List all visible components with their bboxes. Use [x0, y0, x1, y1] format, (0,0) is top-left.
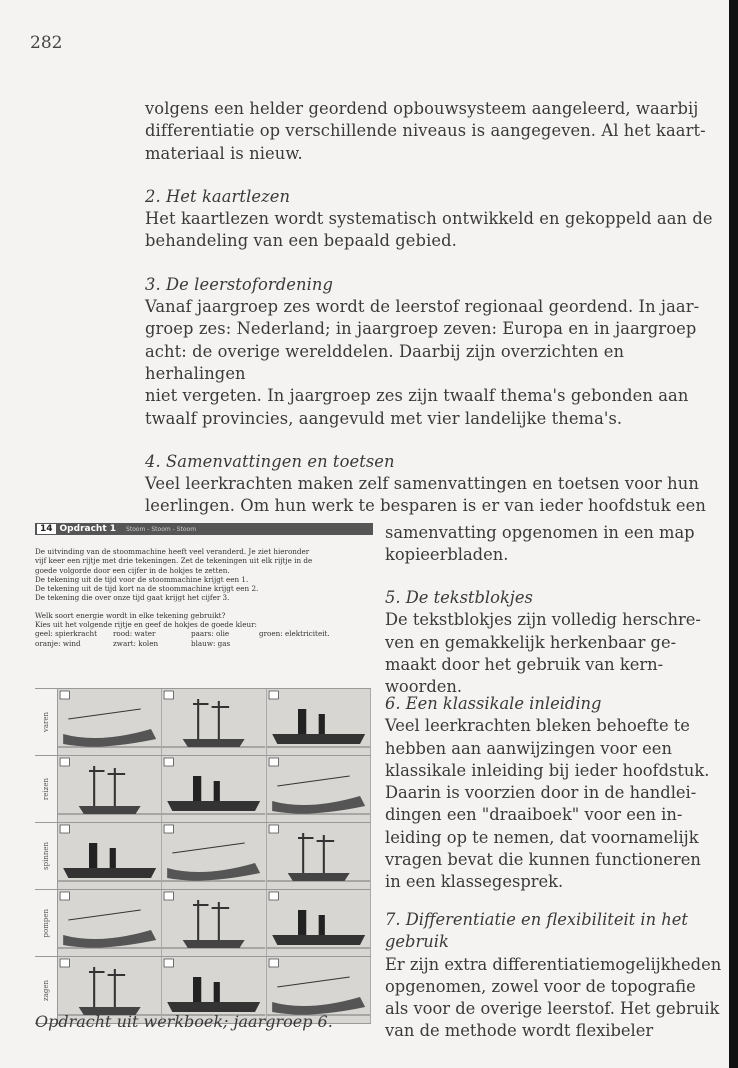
text-line: opgenomen, zowel voor de topografie	[385, 976, 696, 996]
text-line: behandeling van een bepaald gebied.	[145, 231, 457, 251]
drawing-row	[35, 822, 371, 889]
drawing-illustration	[58, 689, 161, 755]
intro-line: materiaal is nieuw.	[145, 143, 303, 163]
row-label-text: pompen	[42, 908, 50, 938]
text-line: Veel leerkrachten bleken behoefte te	[385, 716, 690, 736]
text-line: in een klassegesprek.	[385, 872, 564, 892]
drawing-illustration	[58, 823, 161, 889]
question-line: Welk soort energie wordt in elke tekening gebruikt?	[35, 610, 226, 620]
drawing-cell	[267, 823, 371, 889]
section-heading: 2. Het kaartlezen	[145, 186, 291, 206]
color-key: geel: spierkracht	[35, 629, 98, 639]
section-6	[385, 693, 727, 894]
color-key: blauw: gas	[191, 638, 231, 648]
exercise-box	[35, 523, 373, 648]
text-line: leiding op te nemen, dat voornamelijk	[385, 827, 699, 847]
drawing-illustration	[162, 890, 265, 956]
color-legend-row	[35, 629, 373, 638]
page-edge	[729, 0, 738, 1068]
text-line: vragen bevat die kunnen functioneren	[385, 850, 701, 870]
text-line: ven en gemakkelijk herkenbaar ge-	[385, 632, 677, 652]
color-key: rood: water	[113, 629, 156, 639]
row-label-text: spinnen	[42, 842, 50, 870]
exercise-subtitle: Stoom - Stoom - Stoom	[126, 525, 197, 533]
row-label	[35, 756, 58, 822]
figure-caption: Opdracht uit werkboek; jaargroep 6.	[35, 1012, 333, 1031]
row-label	[35, 823, 58, 889]
text-line: acht: de overige werelddelen. Daarbij zijn overzichten en herhalingen	[145, 341, 625, 383]
section-heading: 4. Samenvattingen en toetsen	[145, 451, 395, 471]
question-line: Kies uit het volgende rijtje en geef de hokjes de goede kleur:	[35, 620, 257, 630]
text-line: groep zes: Nederland; in jaargroep zeven: Europa en in jaargroep	[145, 319, 697, 339]
text-line: hebben aan aanwijzingen voor een	[385, 738, 672, 758]
drawing-row	[35, 889, 371, 956]
drawing-illustration	[58, 756, 161, 822]
section-heading: 6. Een klassikale inleiding	[385, 694, 602, 713]
exercise-instructions	[35, 547, 373, 648]
drawing-cell	[267, 756, 371, 822]
row-label-text: zagen	[42, 979, 50, 1001]
exercise-header	[35, 523, 373, 535]
text-line: als voor de overige leerstof. Het gebruik	[385, 999, 720, 1019]
drawing-cell	[267, 890, 371, 956]
color-key: paars: olie	[191, 629, 230, 639]
drawing-cell	[162, 756, 266, 822]
exercise-number: 14	[37, 524, 56, 534]
text-line: De tekstblokjes zijn volledig herschre-	[385, 610, 701, 630]
instruction-line: goede volgorde door een cijfer in de hokjes te zetten.	[35, 565, 230, 575]
drawing-illustration	[267, 823, 370, 889]
section-heading: 3. De leerstofordening	[145, 274, 334, 294]
text-line: kopieerbladen.	[385, 545, 509, 565]
intro-line: volgens een helder geordend opbouwsysteem aangeleerd, waarbij	[145, 99, 699, 118]
drawing-illustration	[162, 756, 265, 822]
color-key: oranje: wind	[35, 638, 81, 648]
section-heading: 5. De tekstblokjes	[385, 588, 533, 607]
drawing-cell	[162, 823, 266, 889]
text-line: woorden.	[385, 677, 463, 697]
text-line: van de methode wordt flexibeler	[385, 1021, 654, 1041]
drawing-illustration	[162, 823, 265, 889]
section-7	[385, 909, 727, 1043]
text-line: Vanaf jaargroep zes wordt de leerstof regionaal geordend. In jaar-	[145, 297, 700, 317]
drawing-cell	[58, 689, 162, 755]
row-label-text: varen	[42, 711, 50, 733]
section-heading: 7. Differentiatie en flexibiliteit in het	[385, 910, 688, 929]
instruction-line: De tekening uit de tijd voor de stoommachine krijgt een 1.	[35, 574, 249, 584]
drawing-illustration	[267, 756, 370, 822]
drawing-cell	[58, 890, 162, 956]
text-line: Veel leerkrachten maken zelf samenvattingen en toetsen voor hun	[145, 474, 699, 494]
intro-line: differentiatie op verschillende niveaus is aangegeven. Al het kaart-	[145, 121, 706, 141]
page-number: 282	[30, 33, 63, 53]
drawing-illustration	[58, 890, 161, 956]
text-line: twaalf provincies, aangevuld met vier landelijke thema's.	[145, 408, 623, 428]
right-column-s4	[385, 522, 727, 567]
instruction-line: vijf keer een rijtje met drie tekeningen. Zet de tekeningen uit elk rijtje in de	[35, 556, 313, 566]
section-5	[385, 587, 727, 698]
color-key: zwart: kolen	[113, 638, 159, 648]
drawing-illustration	[267, 890, 370, 956]
drawing-grid	[35, 688, 371, 1024]
drawing-cell	[267, 689, 371, 755]
drawing-illustration	[267, 689, 370, 755]
text-line: leerlingen. Om hun werk te besparen is er van ieder hoofdstuk een	[145, 496, 706, 516]
drawing-row	[35, 755, 371, 822]
drawing-cell	[58, 756, 162, 822]
drawing-cell	[162, 890, 266, 956]
drawing-illustration	[162, 689, 265, 755]
color-key: groen: elektriciteit.	[259, 629, 330, 639]
row-label	[35, 689, 58, 755]
section-heading: gebruik	[385, 932, 449, 952]
main-text	[145, 98, 725, 518]
text-line: Het kaartlezen wordt systematisch ontwikkeld en gekoppeld aan de	[145, 209, 713, 229]
drawing-row	[35, 688, 371, 755]
text-line: niet vergeten. In jaargroep zes zijn twaalf thema's gebonden aan	[145, 386, 689, 406]
color-legend-row	[35, 639, 373, 648]
text-line: dingen een "draaiboek" voor een in-	[385, 805, 683, 825]
text-line: Daarin is voorzien door in de handlei-	[385, 783, 697, 803]
text-line: maakt door het gebruik van kern-	[385, 654, 664, 674]
text-line: klassikale inleiding bij ieder hoofdstuk.	[385, 760, 710, 780]
instruction-line: De uitvinding van de stoommachine heeft veel veranderd. Je ziet hieronder	[35, 547, 310, 556]
text-line: samenvatting opgenomen in een map	[385, 523, 695, 542]
instruction-line: De tekening uit de tijd kort na de stoommachine krijgt een 2.	[35, 584, 259, 594]
text-line: Er zijn extra differentiatiemogelijkheden	[385, 954, 722, 974]
drawing-cell	[58, 823, 162, 889]
drawing-cell	[162, 689, 266, 755]
row-label	[35, 890, 58, 956]
row-label-text: reizen	[42, 777, 50, 801]
exercise-title: Opdracht 1	[59, 524, 117, 534]
instruction-line: De tekening die over onze tijd gaat krijgt het cijfer 3.	[35, 593, 230, 603]
